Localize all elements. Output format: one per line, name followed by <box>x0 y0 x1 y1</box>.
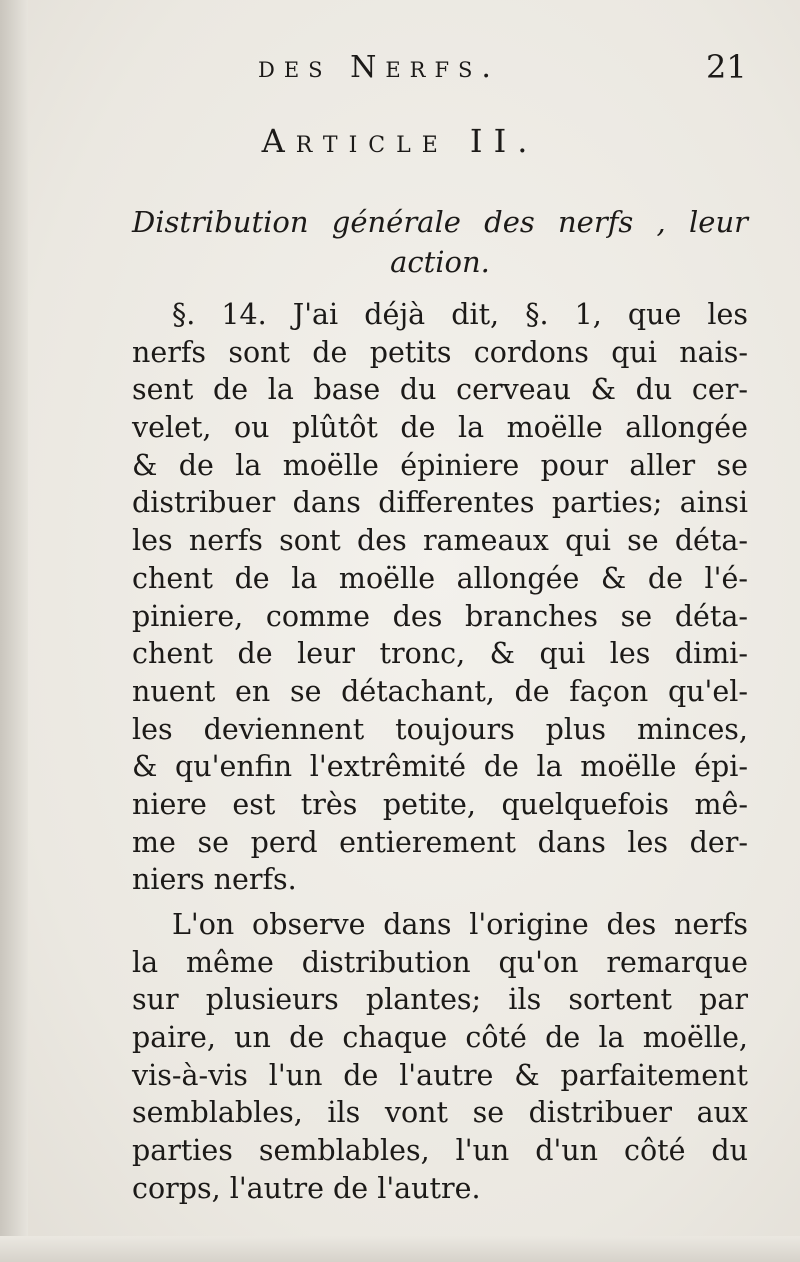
paragraph-2 <box>132 906 748 1208</box>
text-line: nerfs sont de petits cordons qui nais- <box>132 335 748 369</box>
article-heading: Article II. <box>261 122 539 160</box>
text-line: L'on observe dans l'origine des nerfs <box>172 908 748 941</box>
text-line: semblables, ils vont se distribuer aux <box>132 1096 748 1130</box>
text-line: me se perd entierement dans les der- <box>132 825 748 859</box>
text-line: nuent en se détachant, de façon qu'el- <box>132 674 748 708</box>
text-line: la même distribution qu'on remarque <box>132 945 748 979</box>
binding-shadow <box>0 0 28 1262</box>
text-line: corps, l'autre de l'autre. <box>132 1171 481 1205</box>
text-line: les nerfs sont des rameaux qui se déta- <box>132 524 748 558</box>
subtitle-line-1: Distribution générale des nerfs , leur <box>132 205 748 239</box>
text-line: vis-à-vis l'un de l'autre & parfaitement <box>132 1058 748 1092</box>
text-line: niers nerfs. <box>132 863 297 897</box>
text-line: sent de la base du cerveau & du cer- <box>132 373 748 407</box>
text-line: paire, un de chaque côté de la moëlle, <box>132 1021 748 1055</box>
text-line: niere est très petite, quelquefois mê- <box>132 787 748 821</box>
text-line: chent de leur tronc, & qui les dimi- <box>132 637 748 671</box>
text-line: & de la moëlle épiniere pour aller se <box>132 448 748 482</box>
text-line: & qu'enfin l'extrêmité de la moëlle épi- <box>132 750 748 784</box>
text-line: distribuer dans differentes parties; ainsi <box>132 486 748 520</box>
text-line: parties semblables, l'un d'un côté du <box>132 1134 748 1168</box>
text-line: les deviennent toujours plus minces, <box>132 712 748 746</box>
section-subtitle <box>132 202 748 282</box>
subtitle-line-2: action. <box>390 245 490 279</box>
paragraph-1 <box>132 296 748 899</box>
text-line: chent de la moëlle allongée & de l'é- <box>132 561 748 595</box>
page-bottom-shadow <box>0 1236 800 1262</box>
page-number: 21 <box>706 48 747 86</box>
text-line: velet, ou plûtôt de la moëlle allongée <box>132 411 748 445</box>
text-line: piniere, comme des branches se déta- <box>132 599 748 633</box>
text-line: §. 14. J'ai déjà dit, §. 1, que les <box>172 298 748 331</box>
text-line: sur plusieurs plantes; ils sortent par <box>132 983 748 1017</box>
running-head: des Nerfs. <box>258 50 500 85</box>
